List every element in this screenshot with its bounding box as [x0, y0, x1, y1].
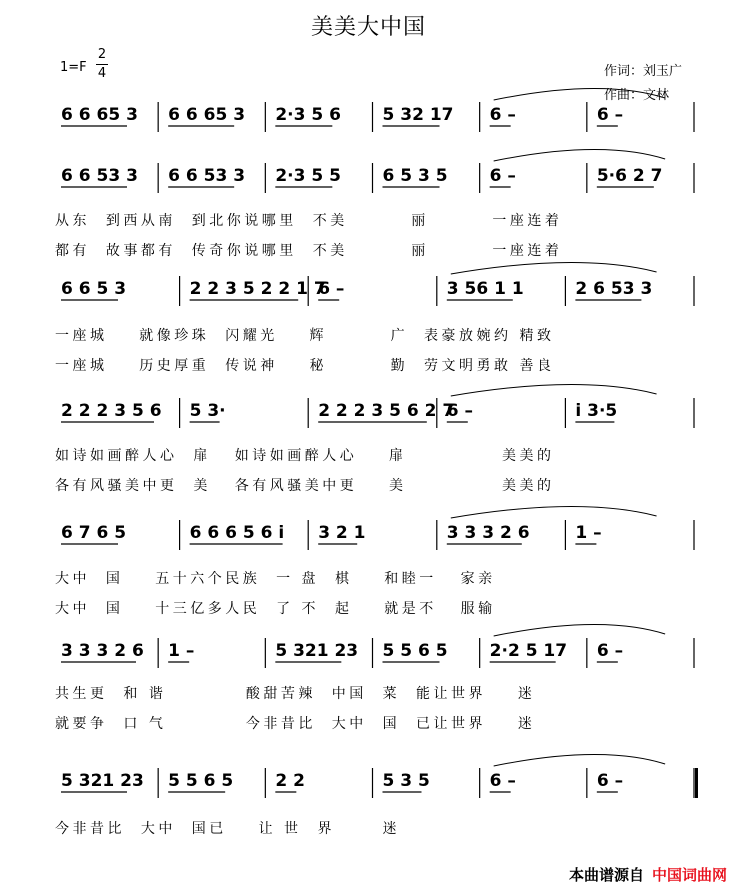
- measure-notes: 3 2 1: [318, 523, 366, 543]
- lyric-line: 大中 国 十三亿多人民 了 不 起 就是不 服输: [55, 601, 496, 617]
- slur-arc: [494, 624, 665, 636]
- measure-notes: 6 –: [489, 105, 516, 125]
- slur-arc: [451, 384, 657, 396]
- footer-label: 本曲谱源自: [568, 866, 644, 884]
- measure-notes: 3 3 3 2 6: [446, 523, 530, 543]
- lyricist: 作词：刘玉广: [604, 64, 683, 79]
- measure-notes: 3 56 1 1: [446, 279, 524, 299]
- measure-notes: 3 3 3 2 6: [61, 641, 144, 661]
- measure-notes: 6 –: [596, 771, 624, 791]
- measure-notes: 6 6 53 3: [168, 166, 246, 186]
- measure-notes: 2·2 5 17: [489, 641, 568, 661]
- end-barline: [695, 768, 698, 798]
- lyric-line: 共生更 和 谐 酸甜苦辣 中国 菜 能让世界 迷: [55, 686, 536, 702]
- meter-numerator: 2: [97, 47, 107, 62]
- measure-notes: 2·3 5 5: [275, 166, 341, 186]
- measure-notes: 6 –: [596, 105, 624, 125]
- measure-notes: 5 3·: [189, 401, 226, 421]
- measure-notes: 6 –: [596, 641, 624, 661]
- measure-notes: 5 321 23: [61, 771, 144, 791]
- meter-denominator: 4: [97, 66, 107, 81]
- measure-notes: i 3·5: [575, 401, 618, 421]
- lyric-line: 从东 到西从南 到北你说哪里 不美 丽 一座连着: [55, 213, 563, 229]
- measure-notes: 5 5 6 5: [168, 771, 234, 791]
- measure-notes: 2·3 5 6: [275, 105, 341, 125]
- measure-notes: 5·6 2 7: [596, 166, 663, 186]
- slur-arc: [494, 88, 665, 100]
- slur-arc: [494, 754, 665, 766]
- lyric-line: 大中 国 五十六个民族 一 盘 棋 和睦一 家亲: [55, 571, 496, 587]
- lyric-line: 一座城 就像珍珠 闪耀光 辉 广 表豪放婉约 精致: [55, 328, 555, 344]
- slur-arc: [451, 262, 657, 274]
- measure-notes: 5 32 17: [382, 105, 454, 125]
- measure-notes: 1 –: [575, 523, 602, 543]
- measure-notes: 2 2 2 3 5 6 2 7: [318, 401, 455, 421]
- key-signature: 1=F: [60, 60, 87, 75]
- measure-notes: 5 5 6 5: [382, 641, 448, 661]
- lyric-line: 各有风骚美中更 美 各有风骚美中更 美 美美的: [55, 478, 555, 494]
- measure-notes: 6 –: [489, 771, 516, 791]
- measure-notes: 6 –: [318, 279, 345, 299]
- lyric-line: 都有 故事都有 传奇你说哪里 不美 丽 一座连着: [55, 243, 563, 259]
- measure-notes: 2 2 2 3 5 6: [61, 401, 162, 421]
- composer: 作曲：文林: [604, 88, 670, 103]
- measure-notes: 6 6 5 3: [61, 279, 127, 299]
- slur-arc: [494, 149, 665, 161]
- measure-notes: 6 7 6 5: [61, 523, 127, 543]
- lyric-line: 如诗如画醉人心 扉 如诗如画醉人心 扉 美美的: [55, 448, 555, 464]
- measure-notes: 6 6 53 3: [61, 166, 138, 186]
- measure-notes: 1 –: [168, 641, 195, 661]
- slur-arc: [451, 506, 657, 518]
- song-title: 美美大中国: [310, 15, 426, 40]
- footer-brand: 中国词曲网: [651, 866, 727, 884]
- measure-notes: 6 6 65 3: [61, 105, 138, 125]
- lyric-line: 就要争 口 气 今非昔比 大中 国 已让世界 迷: [55, 716, 536, 732]
- measure-notes: 5 321 23: [275, 641, 359, 661]
- lyric-line: 一座城 历史厚重 传说神 秘 勤 劳文明勇敢 善良: [55, 358, 555, 374]
- measure-notes: 6 5 3 5: [382, 166, 448, 186]
- measure-notes: 5 3 5: [382, 771, 430, 791]
- measure-notes: 6 –: [446, 401, 474, 421]
- measure-notes: 2 2: [275, 771, 305, 791]
- measure-notes: 2 2 3 5 2 2 1 7: [189, 279, 326, 299]
- measure-notes: 6 6 65 3: [168, 105, 246, 125]
- measure-notes: 6 –: [489, 166, 516, 186]
- measure-notes: 2 6 53 3: [575, 279, 653, 299]
- measure-notes: 6 6 6 5 6 i: [189, 523, 285, 543]
- source-footer: [569, 864, 727, 885]
- lyric-line: 今非昔比 大中 国已 让 世 界 迷: [55, 821, 401, 837]
